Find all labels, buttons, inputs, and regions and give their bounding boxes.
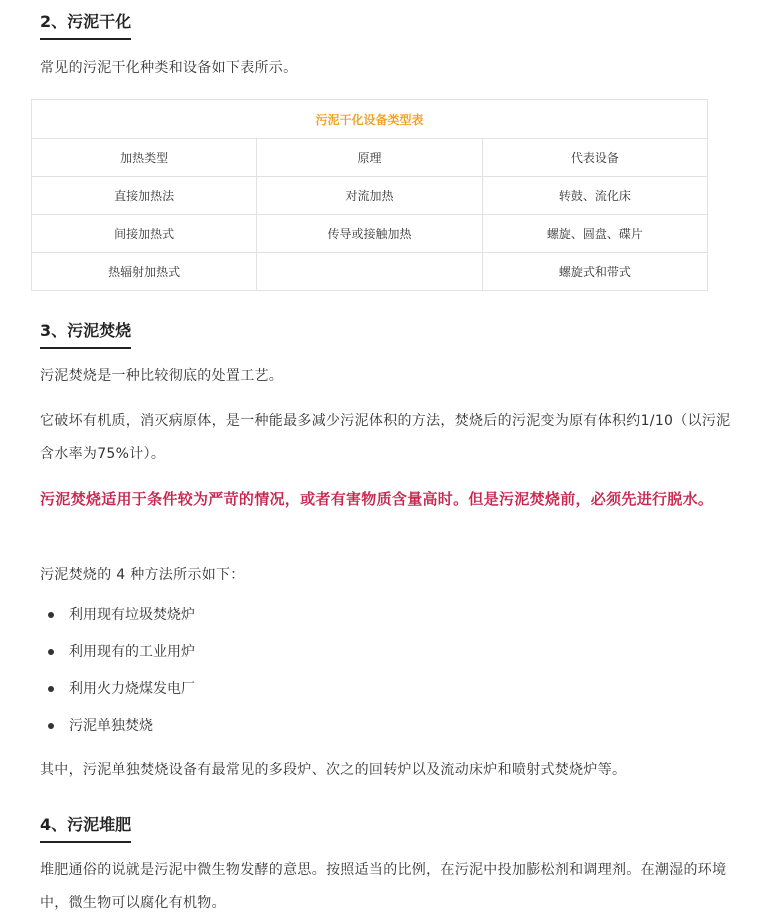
table-header-cell: 加热类型 [32,139,257,177]
incineration-description-text: 它破坏有机质，消灭病原体，是一种能最多减少污泥体积的方法，焚烧后的污泥变为原有体积约1/10（以污泥含水率为75%计）。 [40,413,731,462]
bullet-icon [48,649,54,655]
section-heading-sludge-drying: 2、污泥干化 [40,12,131,40]
bullet-icon [48,686,54,692]
section-heading-sludge-incineration: 3、污泥焚烧 [40,321,131,349]
list-item-text: 污泥单独焚烧 [69,718,153,734]
table-header-cell: 原理 [257,139,482,177]
list-item-text: 利用火力烧煤发电厂 [69,681,195,697]
table-header-row [32,139,708,177]
table-cell: 螺旋、圆盘、碟片 [482,215,707,253]
section-heading-sludge-composting: 4、污泥堆肥 [40,815,131,843]
table-cell [257,253,482,291]
methods-intro-text: 污泥焚烧的 4 种方法所示如下： [40,567,245,583]
list-item [40,708,195,745]
table-row [32,177,708,215]
table-row [32,215,708,253]
drying-equipment-table [31,99,708,291]
list-item [40,634,195,671]
table-cell: 间接加热式 [32,215,257,253]
bullet-icon [48,612,54,618]
table-cell: 直接加热法 [32,177,257,215]
incineration-methods-list [40,597,195,745]
bullet-icon [48,723,54,729]
list-item-text: 利用现有垃圾焚烧炉 [69,607,195,623]
incineration-warning-text: 污泥焚烧适用于条件较为严苛的情况，或者有害物质含量高时。但是污泥焚烧前，必须先进行脱水。 [40,490,714,508]
incineration-summary-text: 污泥焚烧是一种比较彻底的处置工艺。 [40,368,284,384]
list-item [40,597,195,634]
list-item [40,671,195,708]
drying-intro-text: 常见的污泥干化种类和设备如下表所示。 [40,60,298,76]
table-cell: 螺旋式和带式 [482,253,707,291]
table-cell: 热辐射加热式 [32,253,257,291]
table-cell: 转鼓、流化床 [482,177,707,215]
list-item-text: 利用现有的工业用炉 [69,644,195,660]
composting-description-text: 堆肥通俗的说就是污泥中微生物发酵的意思。按照适当的比例，在污泥中投加膨松剂和调理剂。在潮湿的环境中，微生物可以腐化有机物。 [40,862,727,911]
table-cell: 传导或接触加热 [257,215,482,253]
table-row [32,253,708,291]
incineration-equipment-text: 其中，污泥单独焚烧设备有最常见的多段炉、次之的回转炉以及流动床炉和喷射式焚烧炉等。 [40,762,627,778]
table-caption: 污泥干化设备类型表 [32,100,708,139]
table-cell: 对流加热 [257,177,482,215]
table-header-cell: 代表设备 [482,139,707,177]
